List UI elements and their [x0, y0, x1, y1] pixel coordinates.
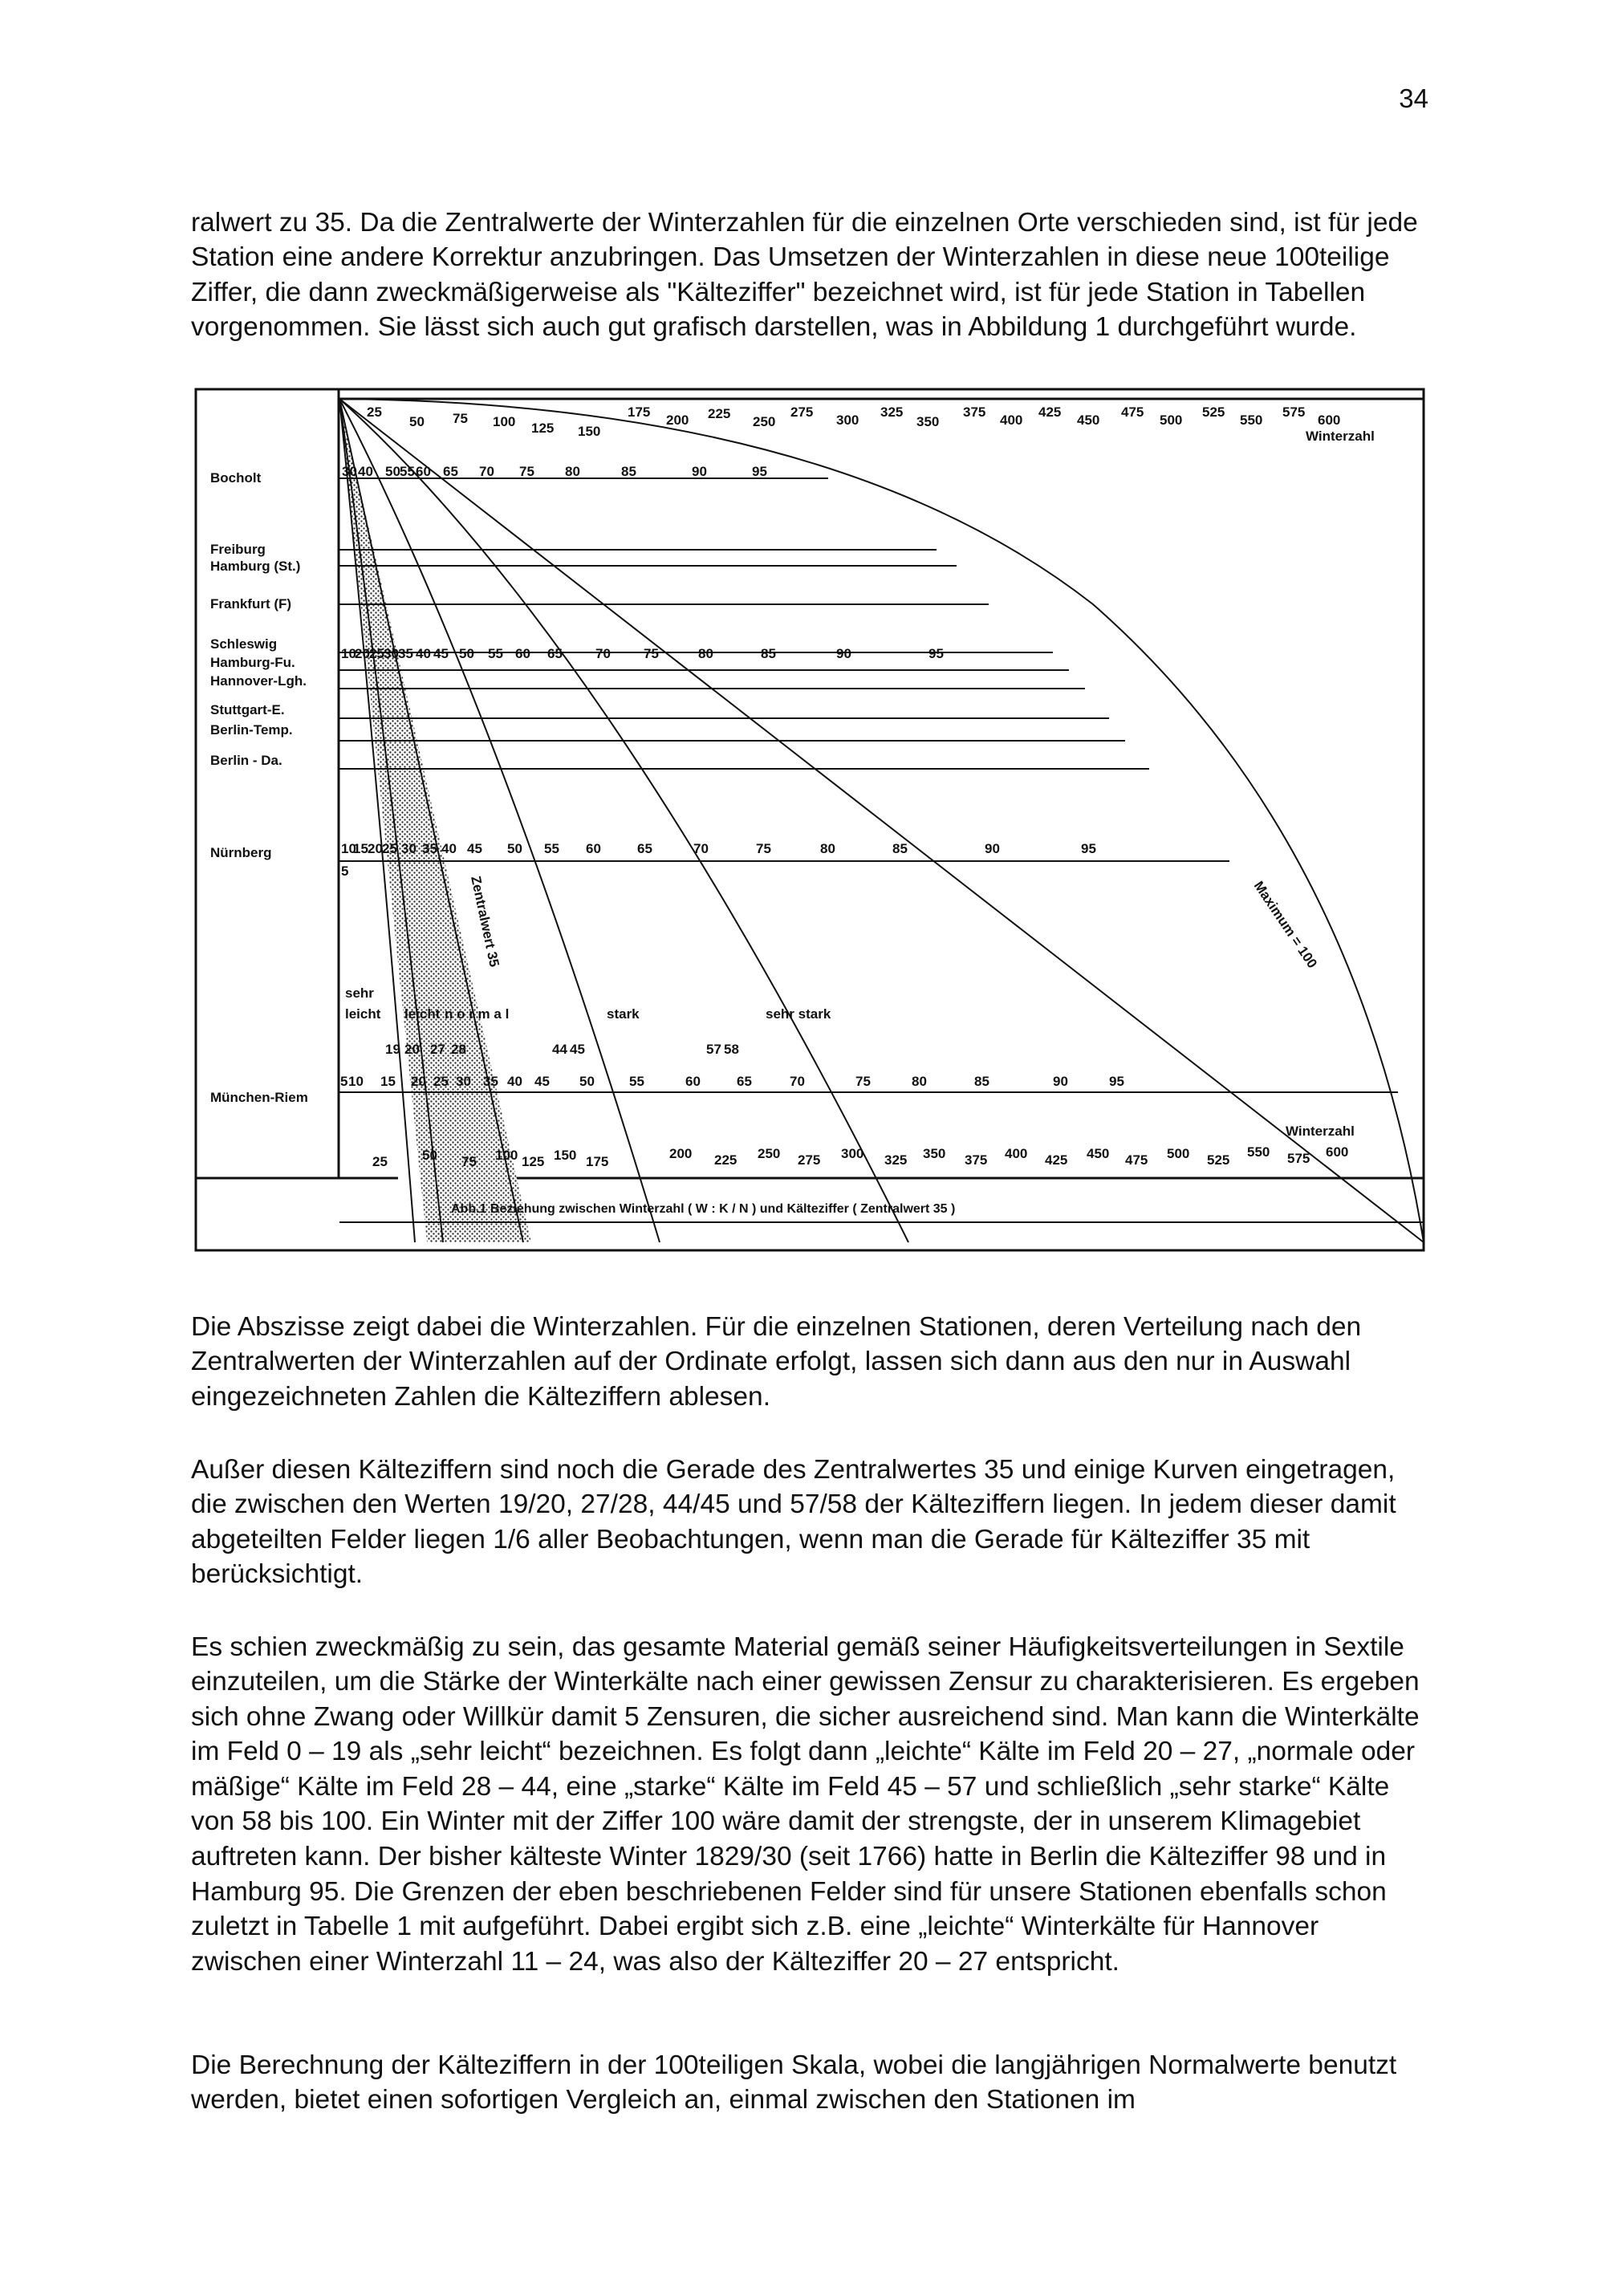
svg-text:60: 60 — [416, 464, 431, 479]
svg-text:85: 85 — [761, 646, 776, 661]
svg-text:80: 80 — [698, 646, 713, 661]
svg-text:58: 58 — [724, 1042, 739, 1057]
svg-text:n o r m a l: n o r m a l — [445, 1006, 510, 1022]
svg-text:10: 10 — [341, 841, 356, 856]
svg-text:475: 475 — [1125, 1152, 1148, 1168]
svg-text:65: 65 — [547, 646, 563, 661]
svg-text:Hamburg (St.): Hamburg (St.) — [210, 559, 301, 574]
svg-text:450: 450 — [1087, 1146, 1110, 1161]
svg-text:30: 30 — [342, 464, 357, 479]
svg-text:375: 375 — [965, 1152, 988, 1168]
svg-text:150: 150 — [578, 424, 601, 439]
svg-text:20: 20 — [355, 646, 370, 661]
svg-text:175: 175 — [586, 1154, 609, 1169]
svg-text:100: 100 — [493, 414, 516, 429]
svg-text:75: 75 — [644, 646, 659, 661]
svg-text:525: 525 — [1202, 404, 1225, 420]
svg-text:Frankfurt (F): Frankfurt (F) — [210, 596, 292, 612]
svg-text:50: 50 — [422, 1148, 437, 1163]
svg-text:70: 70 — [790, 1074, 805, 1089]
figure-abb1 — [194, 388, 1425, 1252]
svg-text:25: 25 — [433, 1074, 449, 1089]
svg-text:75: 75 — [855, 1074, 871, 1089]
svg-text:Stuttgart-E.: Stuttgart-E. — [210, 702, 285, 717]
svg-text:40: 40 — [441, 841, 457, 856]
svg-text:44: 44 — [552, 1042, 567, 1057]
svg-text:30: 30 — [401, 841, 416, 856]
svg-text:Hannover-Lgh.: Hannover-Lgh. — [210, 673, 307, 689]
svg-text:sehr: sehr — [345, 985, 374, 1001]
svg-text:125: 125 — [522, 1154, 545, 1169]
svg-text:40: 40 — [358, 464, 373, 479]
paragraph-berechnung: Die Berechnung der Kälteziffern in der 100teiligen Skala, wobei die langjährigen Normalwerte benutzt werden, bietet einen sofortigen Vergleich an, einmal zwischen den Stationen im — [191, 2050, 1397, 2115]
svg-text:10: 10 — [348, 1074, 364, 1089]
paragraph-sextile: Es schien zweckmäßig zu sein, das gesamte Material gemäß seiner Häufigkeitsverteilungen in Sextile einzuteilen, um die Stärke der Winterkälte nach einer gewissen Zensur zu charakterisieren. Es ergeben sich ohne Zwang oder Willkür damit 5 Zensuren, die sicher ausreichend sind. Man kann die Winterkälte im Feld 0 – 19 als „sehr leicht“ bezeichnen. Es folgt dann „leichte“ Kälte im Feld 20 – 27, „normale oder mäßige“ Kälte im Feld 28 – 44, eine „starke“ Kälte im Feld 45 – 57 und schließlich „sehr starke“ Kälte von 58 bis 100. Ein Winter mit der Ziffer 100 wäre damit der strengste, der in unserem Klimagebiet auftreten kann. Der bisher kälteste Winter 1829/30 (seit 1766) hatte in Berlin die Kälteziffer 98 und in Hamburg 95. Die Grenzen der eben beschriebenen Felder sind für unsere Stationen ebenfalls schon zuletzt in Tabelle 1 mit aufgeführt. Dabei ergibt sich z.B. eine „leichte“ Winterkälte für Hannover zwischen einer Winterzahl 11 – 24, was also der Kälteziffer 20 – 27 entspricht. — [191, 1632, 1420, 1977]
svg-text:55: 55 — [488, 646, 503, 661]
svg-text:80: 80 — [820, 841, 835, 856]
svg-text:45: 45 — [534, 1074, 550, 1089]
row-schleswig-values — [341, 646, 944, 661]
svg-text:sehr stark: sehr stark — [766, 1006, 831, 1022]
svg-text:250: 250 — [753, 414, 776, 429]
svg-text:25: 25 — [372, 1154, 388, 1169]
svg-text:65: 65 — [637, 841, 652, 856]
svg-text:95: 95 — [928, 646, 944, 661]
svg-text:550: 550 — [1247, 1144, 1270, 1160]
svg-text:50: 50 — [507, 841, 522, 856]
svg-text:550: 550 — [1240, 412, 1263, 428]
station-lines — [339, 478, 1424, 1222]
svg-text:500: 500 — [1160, 412, 1183, 428]
svg-text:70: 70 — [595, 646, 611, 661]
svg-text:25: 25 — [382, 841, 397, 856]
svg-text:90: 90 — [836, 646, 851, 661]
svg-text:100: 100 — [495, 1148, 518, 1163]
figure-caption: Abb.1 Beziehung zwischen Winterzahl ( W : K / N ) und Kälteziffer ( Zentralwert 35 ) — [451, 1202, 956, 1216]
svg-text:München-Riem: München-Riem — [210, 1090, 308, 1105]
svg-text:350: 350 — [923, 1146, 946, 1161]
svg-text:Winterzahl: Winterzahl — [1286, 1124, 1355, 1139]
svg-text:80: 80 — [565, 464, 580, 479]
svg-text:500: 500 — [1167, 1146, 1190, 1161]
svg-text:Berlin-Temp.: Berlin-Temp. — [210, 722, 293, 738]
paragraph-kurven: Außer diesen Kälteziffern sind noch die Gerade des Zentralwertes 35 und einige Kurven eingetragen, die zwischen den Werten 19/20, 27/28, 44/45 und 57/58 der Kälteziffern liegen. In jedem dieser damit abgeteilten Felder liegen 1/6 aller Beobachtungen, wenn man die Gerade für Kälteziffer 35 mit berücksichtigt. — [191, 1454, 1396, 1590]
svg-text:70: 70 — [479, 464, 494, 479]
svg-text:95: 95 — [752, 464, 767, 479]
svg-text:Nürnberg: Nürnberg — [210, 845, 272, 860]
top-winterzahl-ticks — [367, 404, 1375, 444]
zentralwert-label: Zentralwert 35 — [468, 874, 502, 969]
nuernberg-five: 5 — [341, 864, 349, 879]
svg-text:35: 35 — [398, 646, 413, 661]
svg-text:Winterzahl: Winterzahl — [1306, 429, 1375, 444]
svg-text:90: 90 — [1053, 1074, 1068, 1089]
station-labels — [210, 470, 308, 1105]
svg-text:250: 250 — [758, 1146, 781, 1161]
svg-text:20: 20 — [411, 1074, 426, 1089]
svg-text:20: 20 — [404, 1042, 420, 1057]
svg-text:45: 45 — [570, 1042, 585, 1057]
svg-text:75: 75 — [453, 411, 468, 426]
svg-text:300: 300 — [841, 1146, 864, 1161]
svg-text:65: 65 — [737, 1074, 752, 1089]
svg-text:90: 90 — [692, 464, 707, 479]
svg-text:leicht: leicht — [404, 1006, 441, 1022]
svg-text:57: 57 — [706, 1042, 721, 1057]
svg-text:5: 5 — [340, 1074, 348, 1089]
svg-text:475: 475 — [1121, 404, 1144, 420]
svg-text:20: 20 — [368, 841, 383, 856]
svg-text:600: 600 — [1318, 412, 1341, 428]
svg-text:30: 30 — [384, 646, 399, 661]
svg-text:19: 19 — [385, 1042, 400, 1057]
row-nuernberg-values — [341, 841, 1096, 856]
svg-text:575: 575 — [1287, 1151, 1310, 1166]
svg-text:275: 275 — [798, 1152, 821, 1168]
svg-text:Bocholt: Bocholt — [210, 470, 262, 486]
svg-text:375: 375 — [963, 404, 986, 420]
svg-text:325: 325 — [880, 404, 904, 420]
svg-text:25: 25 — [367, 404, 382, 420]
svg-text:60: 60 — [515, 646, 530, 661]
svg-text:95: 95 — [1109, 1074, 1124, 1089]
svg-text:525: 525 — [1207, 1152, 1230, 1168]
svg-text:200: 200 — [666, 412, 689, 428]
svg-text:55: 55 — [544, 841, 559, 856]
row-bocholt-values — [342, 464, 767, 479]
svg-text:225: 225 — [714, 1152, 737, 1168]
svg-text:55: 55 — [629, 1074, 644, 1089]
svg-text:60: 60 — [586, 841, 601, 856]
svg-text:27: 27 — [430, 1042, 445, 1057]
svg-text:300: 300 — [836, 412, 859, 428]
svg-text:60: 60 — [685, 1074, 701, 1089]
svg-text:Berlin - Da.: Berlin - Da. — [210, 753, 282, 768]
bottom-winterzahl-ticks — [372, 1124, 1355, 1169]
svg-text:400: 400 — [1005, 1146, 1028, 1161]
svg-text:575: 575 — [1282, 404, 1306, 420]
svg-text:200: 200 — [669, 1146, 693, 1161]
svg-text:75: 75 — [519, 464, 534, 479]
svg-text:leicht: leicht — [345, 1006, 381, 1022]
svg-text:225: 225 — [708, 406, 731, 421]
svg-text:600: 600 — [1326, 1144, 1349, 1160]
svg-text:15: 15 — [380, 1074, 396, 1089]
svg-text:45: 45 — [433, 646, 449, 661]
svg-text:70: 70 — [693, 841, 709, 856]
svg-text:55: 55 — [400, 464, 415, 479]
svg-text:65: 65 — [443, 464, 458, 479]
page-number: 34 — [1399, 83, 1428, 113]
svg-text:35: 35 — [422, 841, 437, 856]
svg-text:90: 90 — [985, 841, 1000, 856]
svg-text:75: 75 — [756, 841, 771, 856]
svg-text:400: 400 — [1000, 412, 1023, 428]
svg-text:350: 350 — [916, 414, 940, 429]
svg-text:95: 95 — [1081, 841, 1096, 856]
svg-text:Hamburg-Fu.: Hamburg-Fu. — [210, 655, 295, 670]
svg-text:50: 50 — [459, 646, 474, 661]
svg-text:85: 85 — [974, 1074, 989, 1089]
svg-text:175: 175 — [628, 404, 651, 420]
svg-text:75: 75 — [461, 1154, 477, 1169]
svg-text:275: 275 — [790, 404, 814, 420]
svg-text:85: 85 — [892, 841, 908, 856]
paragraph-intro: ralwert zu 35. Da die Zentralwerte der Winterzahlen für die einzelnen Orte verschieden sind, ist für jede Station eine andere Korrektur anzubringen. Das Umsetzen der Winterzahlen in diese neue 100teilige Ziffer, die dann zweckmäßigerweise als "Kälteziffer" bezeichnet wird, ist für jede Station in Tabellen vorgenommen. Sie lässt sich auch gut grafisch darstellen, was in Abbildung 1 durchgeführt wurde. — [191, 207, 1418, 343]
svg-text:30: 30 — [456, 1074, 471, 1089]
svg-text:425: 425 — [1038, 404, 1062, 420]
svg-text:28: 28 — [451, 1042, 466, 1057]
svg-text:25: 25 — [369, 646, 384, 661]
svg-text:45: 45 — [467, 841, 482, 856]
svg-text:35: 35 — [483, 1074, 498, 1089]
svg-text:125: 125 — [531, 421, 555, 436]
svg-text:85: 85 — [621, 464, 636, 479]
svg-text:40: 40 — [416, 646, 431, 661]
svg-text:stark: stark — [607, 1006, 640, 1022]
svg-text:425: 425 — [1045, 1152, 1068, 1168]
svg-text:10: 10 — [341, 646, 356, 661]
row-muenchen-values — [340, 1074, 1124, 1089]
svg-text:Schleswig: Schleswig — [210, 636, 278, 652]
svg-text:50: 50 — [385, 464, 400, 479]
paragraph-abszisse: Die Abszisse zeigt dabei die Winterzahlen. Für die einzelnen Stationen, deren Verteilung nach den Zentralwerten der Winterzahlen auf der Ordinate erfolgt, lassen sich dann aus den nur in Auswahl eingezeichneten Zahlen die Kälteziffern ablesen. — [191, 1311, 1362, 1412]
svg-text:40: 40 — [507, 1074, 522, 1089]
svg-text:15: 15 — [353, 841, 368, 856]
svg-text:Freiburg: Freiburg — [210, 542, 266, 557]
svg-text:50: 50 — [579, 1074, 595, 1089]
svg-text:80: 80 — [912, 1074, 927, 1089]
boundary-labels — [385, 1042, 739, 1057]
svg-text:50: 50 — [409, 414, 425, 429]
svg-text:325: 325 — [884, 1152, 908, 1168]
svg-text:450: 450 — [1077, 412, 1100, 428]
svg-text:150: 150 — [554, 1148, 577, 1163]
maximum-label: Maximum = 100 — [1250, 878, 1320, 971]
